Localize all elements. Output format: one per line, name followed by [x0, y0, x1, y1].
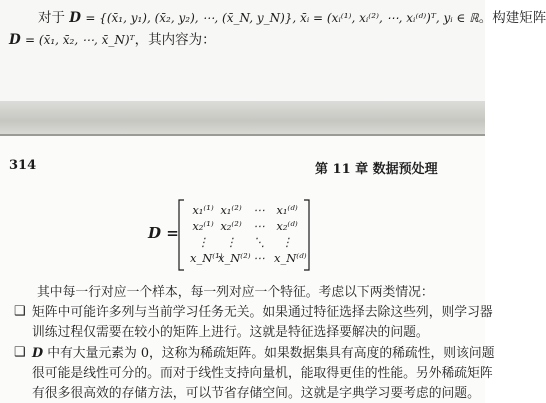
matrix-cell: x₂⁽¹⁾ [192, 219, 214, 233]
matrix-cell: x_N⁽²⁾ [218, 251, 251, 265]
intro-paragraph: 其中每一行对应一个样本，每一列对应一个特征。考虑以下两类情况： [37, 285, 434, 300]
bullet-2-text: 中有大量元素为 0，这称为稀疏矩阵。如果数据集具有高度的稀疏性，则该问题 [47, 346, 495, 361]
bullet-1-line-2: 训练过程仅需要在较小的矩阵上进行。这就是特征选择要解决的问题。 [32, 325, 429, 340]
matrix-cell: x_N⁽ᵈ⁾ [274, 251, 307, 265]
matrix-cell: x₂⁽²⁾ [220, 219, 242, 233]
definition-line-1 [38, 9, 546, 27]
matrix-formula: = (x̄₁, x̄₂, ⋯, x̄_N)ᵀ [25, 33, 135, 47]
bullet-1-line-1: 矩阵中可能许多列与当前学习任务无关。如果通过特征选择去除这些列，则学习器 [32, 305, 493, 320]
matrix-cell: ⋮ [281, 235, 293, 249]
matrix-cell: ⋯ [253, 251, 265, 265]
matrix-cell: ⋱ [253, 235, 265, 249]
matrix-cell: ⋮ [197, 235, 209, 249]
matrix-symbol: D [32, 346, 44, 361]
bullet-2-line-3: 有很多很高效的存储方法，可以节省存储空间。这就是字典学习要考虑的问题。 [32, 386, 480, 401]
matrix-cell: x₂⁽ᵈ⁾ [276, 219, 298, 233]
bullet-2-line-2: 很可能是线性可分的。而对于线性支持向量机，能取得更佳的性能。另外稀疏矩阵 [32, 366, 493, 381]
matrix-cell: x_N⁽¹⁾ [190, 251, 223, 265]
checkbox-bullet-icon: ❑ [14, 345, 26, 360]
definition-line-2 [9, 31, 216, 49]
matrix-cell: x₁⁽²⁾ [220, 203, 242, 217]
checkbox-bullet-icon: ❑ [14, 304, 26, 319]
matrix-lhs: D = [148, 224, 179, 242]
matrix-symbol: D [69, 10, 82, 26]
matrix-cell: x₁⁽¹⁾ [192, 203, 214, 217]
matrix-cell: x₁⁽ᵈ⁾ [276, 203, 298, 217]
bullet-2-line-1 [32, 345, 495, 363]
matrix-cell: ⋮ [225, 235, 237, 249]
text-suffix: 。构建矩阵 [478, 10, 546, 26]
page-gap [0, 101, 485, 134]
chapter-title: 第 11 章 数据预处理 [315, 162, 438, 177]
dataset-formula: = {(x̄₁, y₁), (x̄₂, y₂), ⋯, (x̄_N, y_N)}, x̄ᵢ = (xᵢ⁽¹⁾, xᵢ⁽²⁾, ⋯, xᵢ⁽ᵈ⁾)ᵀ, yᵢ ∈ ℝ [85, 11, 479, 25]
page-number: 314 [9, 158, 37, 173]
matrix-cell: ⋯ [253, 219, 265, 233]
matrix-cell: ⋯ [253, 203, 265, 217]
text-prefix: 对于 [38, 10, 65, 26]
previous-page-fragment [0, 0, 546, 101]
text-suffix: ，其内容为： [134, 32, 216, 48]
matrix-body [190, 203, 307, 267]
matrix-symbol: D [9, 32, 21, 48]
